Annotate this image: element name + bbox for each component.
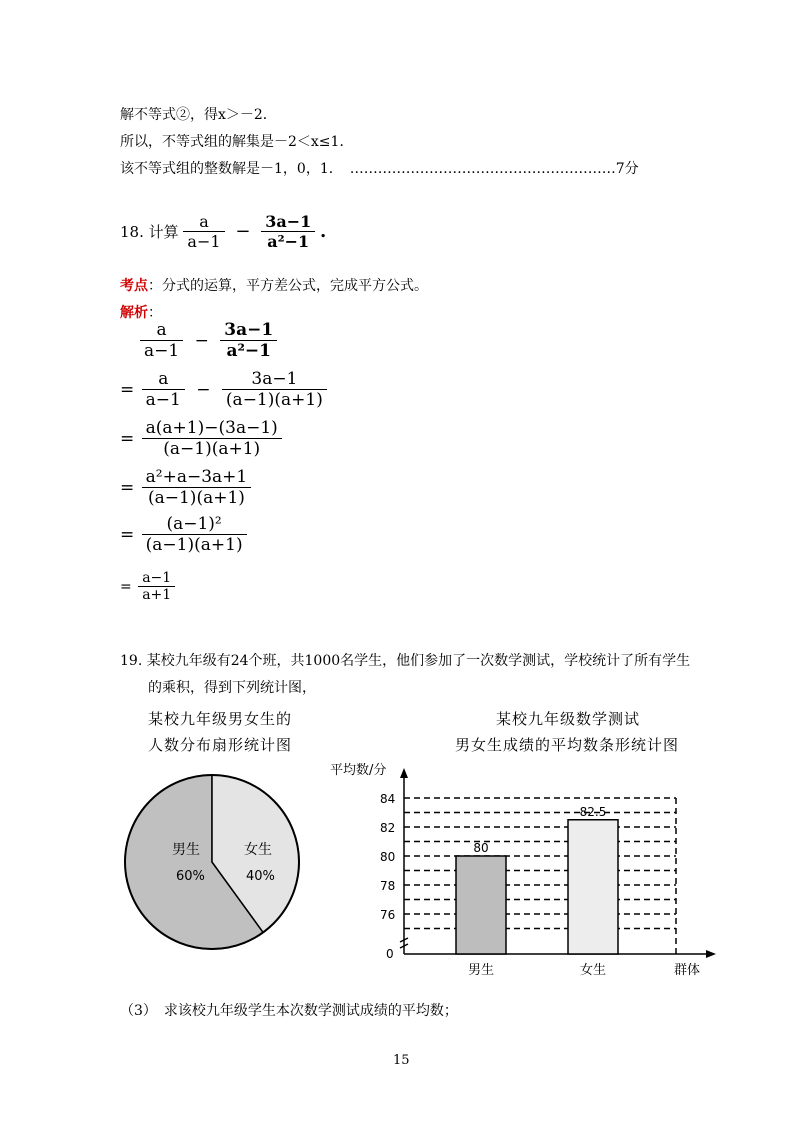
y-tick-label: 78 [380,879,396,893]
y-tick-zero: 0 [386,947,394,961]
kaodian-line [120,275,428,295]
bar-value-label: 82.5 [579,804,607,819]
q18-minus: − [235,221,251,242]
solution-step-2 [120,418,282,459]
pie-label-girls: 女生 [244,842,272,858]
bar-boys [456,856,506,954]
bar-value-label: 80 [473,841,489,855]
bar-category-label: 女生 [579,963,607,978]
step1-op: − [196,379,211,400]
step0-b-den: a²−1 [226,341,271,361]
y-tick-label: 82 [380,821,396,835]
step0-b-num: 3a−1 [220,320,277,341]
solution-step-0 [120,320,277,361]
step5-num: a−1 [138,570,175,587]
step5-equals: = [120,578,132,595]
q18-f1-denominator: a−1 [187,232,221,251]
step1-a-num: a [142,369,185,390]
y-tick-label: 84 [380,792,396,806]
solution-step-3 [120,467,251,508]
pie-value-girls: 40% [246,869,275,884]
kaodian-text: ：分式的运算，平方差公式，完成平方公式。 [148,278,428,294]
step0-fraction-b [220,320,277,361]
bar-tick-labels [380,792,395,922]
jiexi-colon: ： [148,305,162,321]
y-axis-label: 平均数/分 [330,763,387,778]
solution-step-1 [120,369,327,410]
x-axis-arrow-icon [706,950,716,958]
page-number: 15 [393,1053,410,1068]
step4-num: (a−1)² [142,514,247,535]
step3-den: (a−1)(a+1) [147,488,245,508]
bar-category-label: 男生 [467,963,495,978]
step5-den: a+1 [142,587,172,603]
question-18 [120,212,326,251]
jiexi-line [120,302,162,322]
text-line-2: 所以，不等式组的解集是－2＜x≤1． [120,134,354,150]
solution-step-5 [120,570,175,603]
y-tick-label: 76 [380,908,396,922]
text-line-3: 该不等式组的整数解是－1，0，1． …………………………………………………7分 [120,161,639,177]
step4-equals: = [120,524,135,545]
bar-girls [568,820,618,954]
pie-title-line-1: 某校九年级男女生的 [148,710,293,728]
step3-fraction [142,467,252,508]
step1-b-den: (a−1)(a+1) [225,390,323,410]
q18-f2-denominator: a²−1 [267,232,310,251]
step5-fraction [138,570,175,603]
y-axis-arrow-icon [400,768,408,778]
step0-a-den: a−1 [144,341,180,361]
step1-b-num: 3a−1 [222,369,327,390]
step1-equals: = [120,379,135,400]
step4-fraction [142,514,247,555]
question-19-line-1: 19. 某校九年级有24个班，共1000名学生，他们参加了一次数学测试，学校统计了所有学生 [120,653,691,669]
step3-equals: = [120,477,135,498]
pie-value-boys: 60% [176,869,205,884]
step2-num: a(a+1)−(3a−1) [142,418,282,439]
step2-den: (a−1)(a+1) [163,439,261,459]
step2-equals: = [120,428,135,449]
q18-fraction-1 [183,212,224,251]
pie-chart [120,772,310,962]
bar-gridlines [404,798,676,954]
step1-fraction-b [222,369,327,410]
q18-fraction-2 [261,212,315,251]
solution-step-4 [120,514,247,555]
text-line-1: 解不等式②，得x＞－2． [120,107,277,123]
question-19-part-3: （3） 求该校九年级学生本次数学测试成绩的平均数； [120,1003,458,1019]
bar-title-line-2: 男女生成绩的平均数条形统计图 [455,736,680,754]
pie-title-line-2: 人数分布扇形统计图 [148,736,293,754]
pie-label-boys: 男生 [172,842,200,858]
step2-fraction [142,418,282,459]
step1-fraction-a [142,369,185,410]
q18-period: . [320,221,327,242]
step3-num: a²+a−3a+1 [142,467,252,488]
step1-a-den: a−1 [145,390,181,410]
step0-a-num: a [140,320,183,341]
q18-f1-numerator: a [183,212,224,232]
y-tick-label: 80 [380,850,396,864]
kaodian-label: 考点 [120,278,148,294]
q18-prefix: 18. 计算 [120,223,179,241]
step0-fraction-a [140,320,183,361]
bar-title-line-1: 某校九年级数学测试 [496,710,641,728]
x-axis-label: 群体 [674,963,701,978]
step0-op: − [194,330,209,351]
jiexi-label: 解析 [120,305,148,321]
bar-marks [456,805,618,978]
bar-chart [320,758,730,988]
question-19-line-2: 的乘积，得到下列统计图， [148,680,316,696]
q18-f2-numerator: 3a−1 [261,212,315,232]
step4-den: (a−1)(a+1) [145,535,243,555]
